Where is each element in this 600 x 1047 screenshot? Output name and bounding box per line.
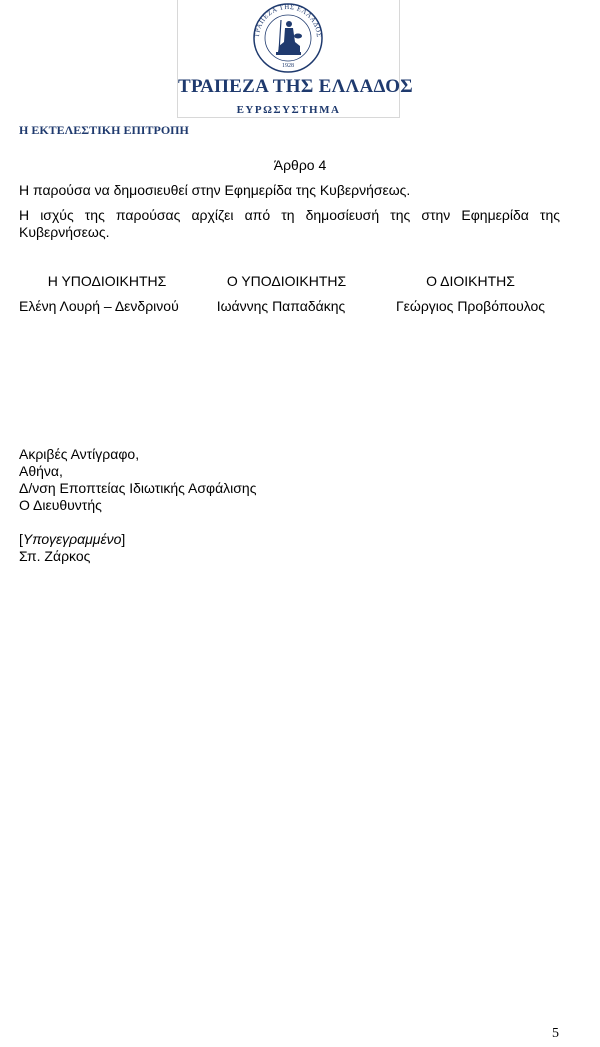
paragraph: Η παρούσα να δημοσιευθεί στην Εφημερίδα της Κυβερνήσεως.: [19, 182, 411, 198]
letterhead: [177, 0, 414, 118]
certification-line: Ο Διευθυντής: [19, 497, 102, 513]
certification-line: Δ/νση Εποπτείας Ιδιωτικής Ασφάλισης: [19, 480, 257, 496]
bank-name: ΤΡΑΠΕΖΑ ΤΗΣ ΕΛΛΑΔΟΣ: [178, 76, 414, 97]
paragraph: Η ισχύς της παρούσας αρχίζει από τη δημοσίευσή της στην Εφημερίδα της Κυβερνήσεως.: [19, 207, 560, 240]
page-number: 5: [552, 1026, 559, 1041]
article-title: Άρθρο 4: [273, 157, 327, 173]
signatory-role: Ο ΥΠΟΔΙΟΙΚΗΤΗΣ: [226, 273, 347, 289]
svg-text:ΤΡΑΠΕΖΑ ΤΗΣ ΕΛΛΑΔΟΣ: ΤΡΑΠΕΖΑ ΤΗΣ ΕΛΛΑΔΟΣ: [252, 2, 324, 38]
bank-seal-logo: [248, 2, 328, 74]
signatory-role: Η ΥΠΟΔΙΟΙΚΗΤΗΣ: [47, 273, 167, 289]
certification-line: Αθήνα,: [19, 463, 63, 479]
signed-note: [19, 531, 125, 547]
signed-label: Υπογεγραμμένο: [22, 531, 122, 547]
bank-subtitle: ΕΥΡΩΣΥΣΤΗΜΑ: [236, 104, 341, 116]
signer-name: Σπ. Ζάρκος: [19, 548, 91, 564]
signatory-name: Γεώργιος Προβόπουλος: [395, 298, 546, 314]
bracket-open: [: [19, 531, 23, 547]
committee-heading: Η ΕΚΤΕΛΕΣΤΙΚΗ ΕΠΙΤΡΟΠΗ: [19, 123, 189, 137]
certification-line: Ακριβές Αντίγραφο,: [19, 446, 140, 462]
bracket-close: ]: [121, 531, 126, 547]
signatory-role: Ο ΔΙΟΙΚΗΤΗΣ: [426, 273, 515, 289]
signatory-name: Ιωάννης Παπαδάκης: [216, 298, 346, 314]
svg-text:1928: 1928: [282, 63, 294, 69]
signatory-name: Ελένη Λουρή – Δενδρινού: [19, 298, 179, 314]
